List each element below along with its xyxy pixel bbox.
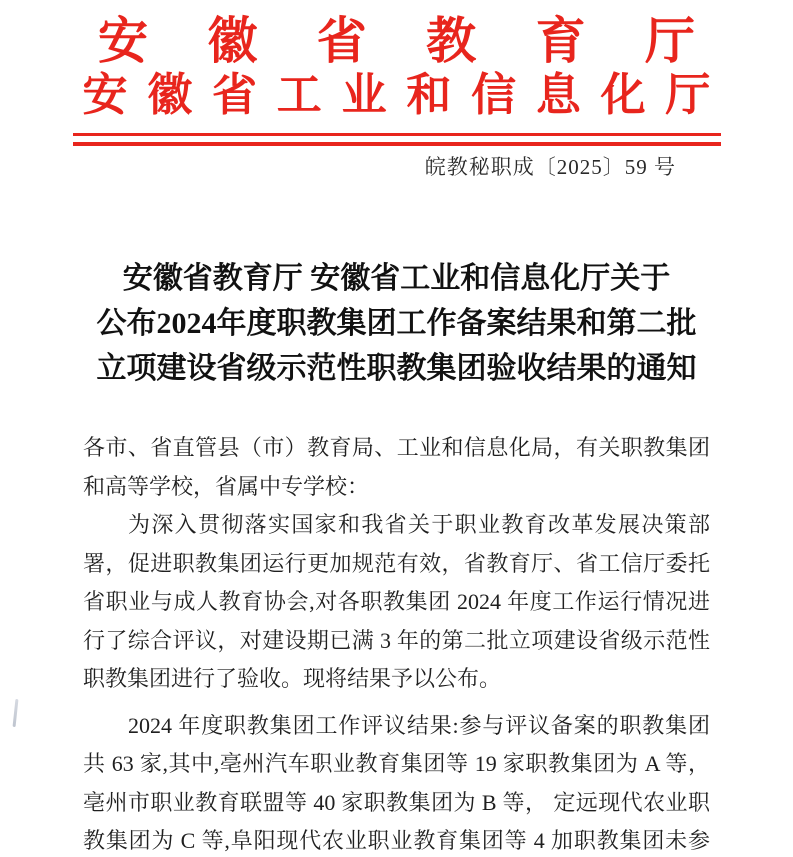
paragraph-2-line-3: 亳州市职业教育联盟等 40 家职教集团为 B 等， 定远现代农业职 [83,789,710,815]
pen-mark-artifact [13,699,19,727]
letterhead-char: 育 [535,13,586,69]
letterhead-char: 省 [212,70,258,120]
paragraph-2-line-1: 2024 年度职教集团工作评议结果:参与评议备案的职教集团 [128,712,710,738]
letterhead-char: 厅 [665,70,711,120]
paragraph-2-line-2: 共 63 家,其中,亳州汽车职业教育集团等 19 家职教集团为 A 等， [83,751,710,776]
paragraph-1-line-2: 署，促进职教集团运行更加规范有效，省教育厅、省工信厅委托 [83,550,710,576]
letterhead-line-2 [83,72,711,119]
letterhead-char: 厅 [644,13,695,69]
letterhead-char: 教 [426,13,477,69]
letterhead-char: 省 [316,13,367,69]
letterhead [0,0,793,180]
letterhead-char: 息 [535,70,581,120]
paragraph-1-line-5: 职教集团进行了验收。现将结果予以公布。 [83,666,502,691]
letterhead-char: 工 [276,70,322,120]
salutation-line-1: 各市、省直管县（市）教育局、工业和信息化局，有关职教集团 [83,435,710,460]
letterhead-char: 徽 [207,13,258,69]
title-line-1: 安徽省教育厅 安徽省工业和信息化厅关于 [122,262,671,295]
letterhead-char: 和 [406,70,452,120]
letterhead-line-1 [98,15,695,67]
salutation-line-2: 和高等学校，省属中专学校： [83,473,370,499]
red-separator-rule [73,133,721,146]
letterhead-char: 徽 [147,70,193,120]
letterhead-char: 业 [341,70,387,120]
paragraph-1-line-4: 行了综合评议，对建设期已满 3 年的第二批立项建设省级示范性 [83,627,710,653]
letterhead-char: 信 [471,70,517,120]
title-line-2: 公布2024年度职教集团工作备案结果和第二批 [96,307,697,340]
paragraph-1-line-3: 省职业与成人教育协会,对各职教集团 2024 年度工作运行情况进 [83,589,710,614]
letterhead-char: 安 [82,70,128,120]
doc-number: 皖教秘职成〔2025〕59 号 [424,155,676,179]
notice-body [83,429,710,857]
letterhead-char: 安 [98,13,148,69]
notice-title [0,256,793,391]
title-line-3: 立项建设省级示范性职教集团验收结果的通知 [96,352,697,385]
letterhead-char: 化 [600,70,646,120]
paragraph-2-line-4: 教集团为 C 等,阜阳现代农业职业教育集团等 4 加职教集团未参 [83,828,710,853]
paragraph-1-line-1: 为深入贯彻落实国家和我省关于职业教育改革发展决策部 [128,512,710,537]
